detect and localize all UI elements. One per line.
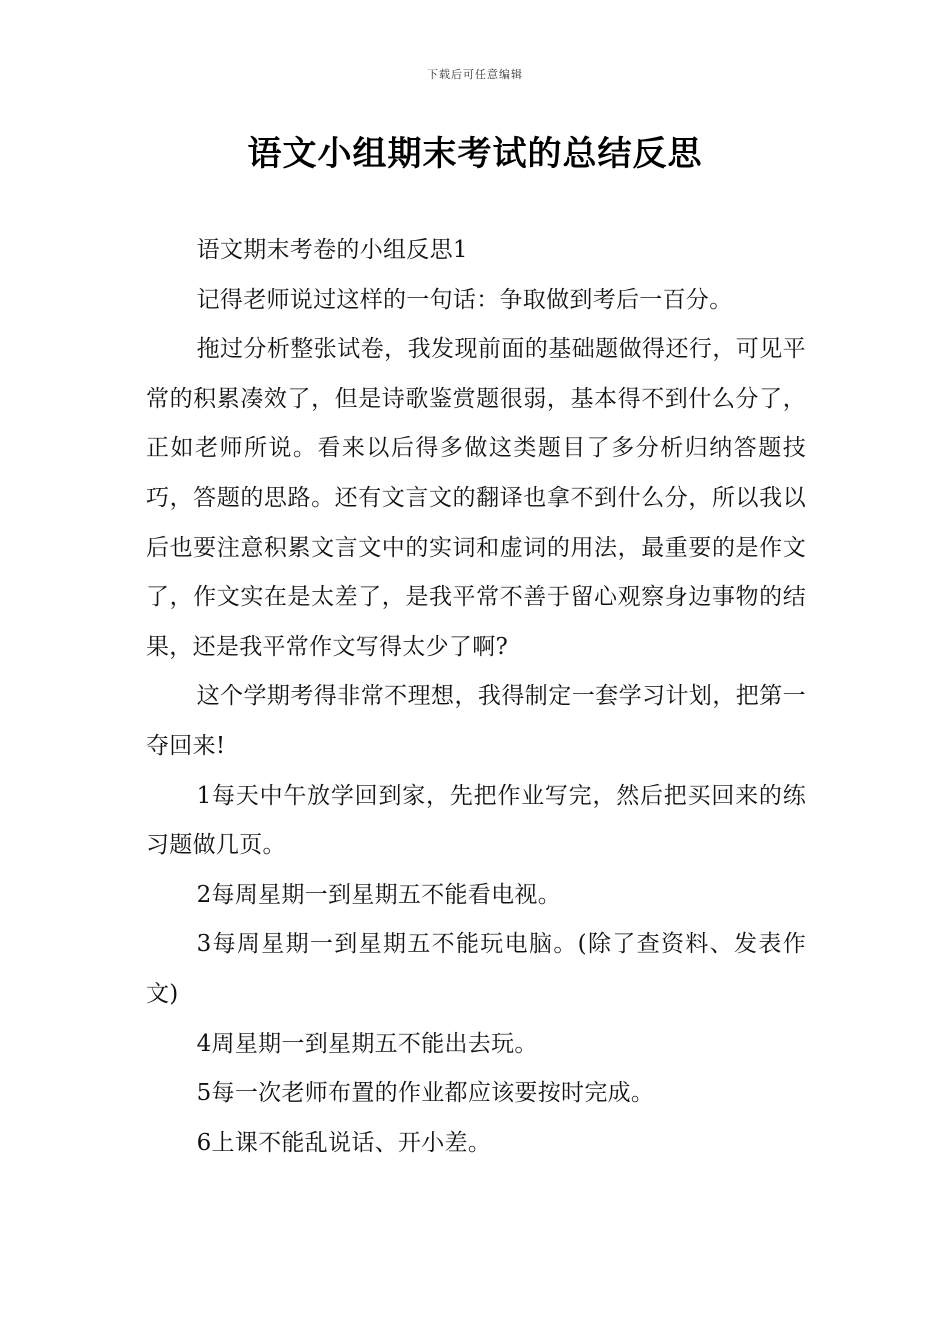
plan-item: 5每一次老师布置的作业都应该要按时完成。: [196, 1080, 655, 1107]
header-note: 下载后可任意编辑: [427, 68, 523, 81]
paragraph: 记得老师说过这样的一句话：争取做到考后一百分。: [196, 286, 733, 313]
plan-item: 2每周星期一到星期五不能看电视。: [196, 881, 562, 908]
plan-item: 3每周星期一到星期五不能玩电脑。(除了查资料、发表作文): [146, 931, 806, 1007]
document-title: 语文小组期末考试的总结反思: [247, 134, 703, 174]
paragraph: 拖过分析整张试卷，我发现前面的基础题做得还行，可见平常的积累凑效了，但是诗歌鉴赏题很弱，基本得不到什么分了，正如老师所说。看来以后得多做这类题目了多分析归纳答题技巧，答题的思路。还有文言文的翻译也拿不到什么分，所以我以后也要注意积累文言文中的实词和虚词的用法，最重要的是作文了，作文实在是太差了，是我平常不善于留心观察身边事物的结果，还是我平常作文写得太少了啊?: [146, 336, 806, 660]
plan-item: 6上课不能乱说话、开小差。: [196, 1129, 492, 1156]
paragraph: 这个学期考得非常不理想，我得制定一套学习计划，把第一夺回来!: [146, 683, 806, 759]
plan-item: 4周星期一到星期五不能出去玩。: [196, 1030, 538, 1057]
section-heading: 语文期末考卷的小组反思1: [196, 237, 468, 263]
document-body: [146, 226, 806, 1168]
plan-item: 1每天中午放学回到家，先把作业写完，然后把买回来的练习题做几页。: [146, 782, 806, 859]
